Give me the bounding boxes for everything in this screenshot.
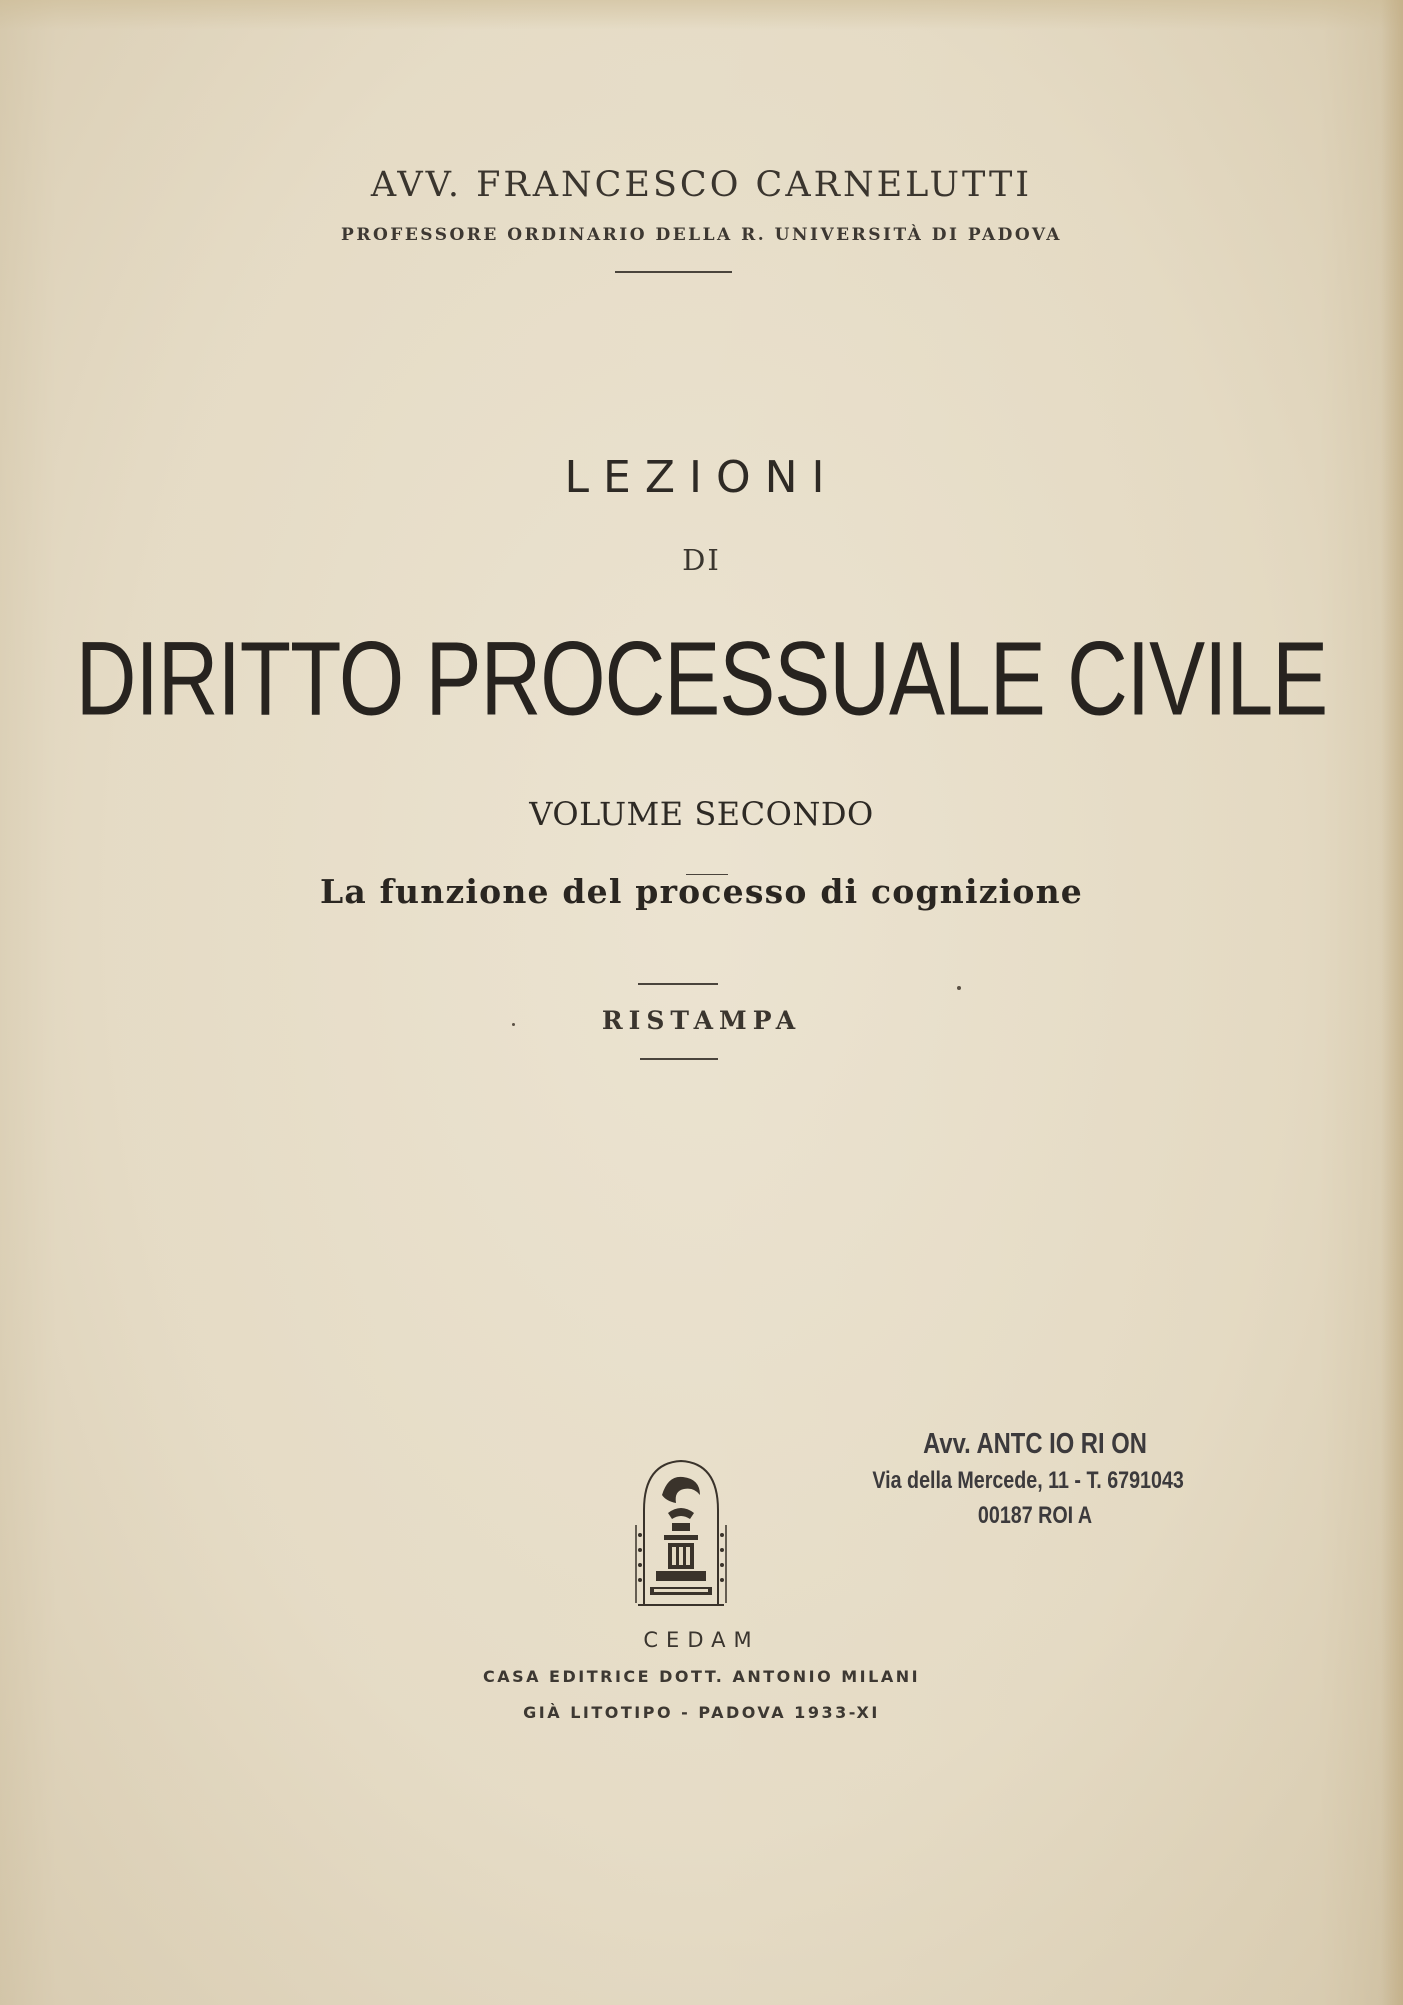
book-title: DIRITTO PROCESSUALE CIVILE — [75, 619, 1328, 737]
cedam-printer-logo-icon — [628, 1455, 734, 1610]
divider-rule — [638, 983, 718, 985]
publisher-house: CASA EDITRICE DOTT. ANTONIO MILANI — [482, 1667, 921, 1686]
ownership-stamp-address: Via della Mercede, 11 - T. 6791043 — [872, 1467, 1184, 1494]
ownership-stamp-name: Avv. ANTC IO RI ON — [923, 1428, 1147, 1460]
volume-label: VOLUME SECONDO — [529, 795, 874, 833]
author-affiliation: PROFESSORE ORDINARIO DELLA R. UNIVERSITÀ DI PADOVA — [341, 225, 1062, 245]
ink-speck — [512, 1023, 515, 1026]
edition-label: RISTAMPA — [601, 1006, 802, 1035]
ink-speck — [957, 986, 961, 990]
ownership-stamp-city: 00187 ROI A — [977, 1502, 1093, 1529]
divider-rule — [615, 271, 732, 273]
page-top-shadow — [0, 0, 1403, 30]
series-heading: LEZIONI — [564, 452, 839, 503]
publisher-name: CEDAM — [643, 1628, 760, 1652]
author-name: AVV. FRANCESCO CARNELUTTI — [370, 165, 1033, 205]
divider-rule — [640, 1058, 718, 1060]
title-connector: DI — [682, 543, 721, 577]
volume-subtitle: La funzione del processo di cognizione — [319, 872, 1083, 911]
publisher-imprint: GIÀ LITOTIPO - PADOVA 1933-XI — [523, 1703, 880, 1722]
